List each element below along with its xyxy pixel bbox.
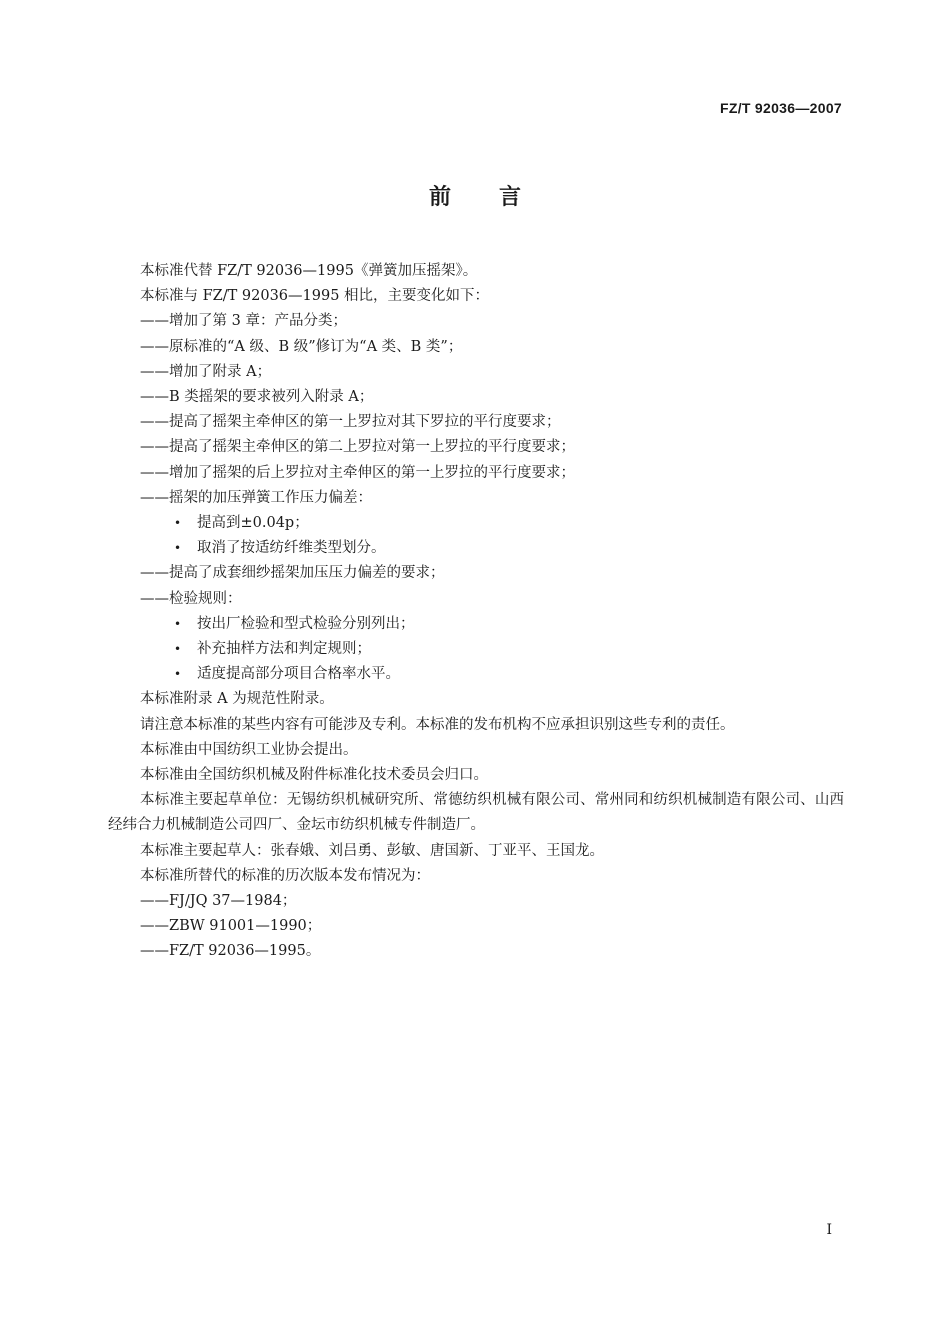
- bullet-text: 提高到±0.04p；: [197, 515, 309, 532]
- bullet-item: [108, 612, 844, 637]
- dash-item: ——ZBW 91001—1990；: [140, 918, 322, 935]
- dash-item: ——FJ/JQ 37—1984；: [140, 893, 297, 910]
- paragraph: 请注意本标准的某些内容有可能涉及专利。本标准的发布机构不应承担识别这些专利的责任。: [140, 716, 735, 733]
- title-char-2: 言: [499, 185, 522, 210]
- bullet-item: [108, 637, 844, 662]
- paragraph: 本标准所替代的标准的历次版本发布情况为：: [140, 867, 430, 884]
- page-title: [0, 180, 950, 211]
- dash-item: ——B 类摇架的要求被列入附录 A；: [140, 389, 374, 406]
- paragraph: 本标准主要起草单位：无锡纺织机械研究所、常德纺织机械有限公司、常州同和纺织机械制造有限公司、山西经纬合力机械制造公司四厂、金坛市纺织机械专件制造厂。: [108, 792, 844, 834]
- bullet-item: [108, 536, 844, 561]
- dash-item: ——原标准的“A 级、B 级”修订为“A 类、B 类”；: [140, 338, 463, 355]
- paragraph: 本标准主要起草人：张春娥、刘吕勇、彭敏、唐国新、丁亚平、王国龙。: [140, 842, 604, 859]
- dash-item: ——提高了摇架主牵伸区的第二上罗拉对第一上罗拉的平行度要求；: [140, 439, 575, 456]
- standard-code: FZ/T 92036—2007: [719, 100, 842, 116]
- paragraph: 本标准代替 FZ/T 92036—1995《弹簧加压摇架》。: [140, 263, 478, 279]
- paragraph: 本标准附录 A 为规范性附录。: [140, 691, 334, 708]
- paragraph: 本标准由中国纺织工业协会提出。: [140, 741, 358, 758]
- bullet-text: 取消了按适纺纤维类型划分。: [197, 540, 386, 557]
- paragraph: 本标准由全国纺织机械及附件标准化技术委员会归口。: [140, 767, 488, 784]
- dash-item: ——提高了成套细纱摇架加压压力偏差的要求；: [140, 565, 445, 582]
- dash-item: ——FZ/T 92036—1995。: [140, 943, 321, 960]
- page-number: I: [826, 1222, 832, 1238]
- bullet-icon: •: [174, 642, 182, 657]
- dash-item: ——提高了摇架主牵伸区的第一上罗拉对其下罗拉的平行度要求；: [140, 414, 561, 431]
- bullet-icon: •: [174, 516, 182, 531]
- bullet-icon: •: [174, 616, 182, 631]
- paragraph: 本标准与 FZ/T 92036—1995 相比，主要变化如下：: [140, 288, 490, 305]
- bullet-item: [108, 662, 844, 687]
- dash-item: ——摇架的加压弹簧工作压力偏差：: [140, 489, 372, 506]
- dash-item: ——增加了附录 A；: [140, 363, 272, 380]
- bullet-icon: •: [174, 541, 182, 556]
- bullet-text: 适度提高部分项目合格率水平。: [197, 666, 400, 683]
- bullet-icon: •: [174, 667, 182, 682]
- title-char-1: 前: [428, 185, 451, 210]
- foreword-body: [108, 259, 844, 965]
- dash-item: ——增加了摇架的后上罗拉对主牵伸区的第一上罗拉的平行度要求；: [140, 464, 575, 481]
- bullet-item: [108, 511, 844, 536]
- bullet-text: 按出厂检验和型式检验分别列出；: [197, 615, 415, 632]
- dash-item: ——检验规则：: [140, 590, 242, 607]
- dash-item: ——增加了第 3 章：产品分类；: [140, 313, 347, 330]
- bullet-text: 补充抽样方法和判定规则；: [197, 641, 371, 658]
